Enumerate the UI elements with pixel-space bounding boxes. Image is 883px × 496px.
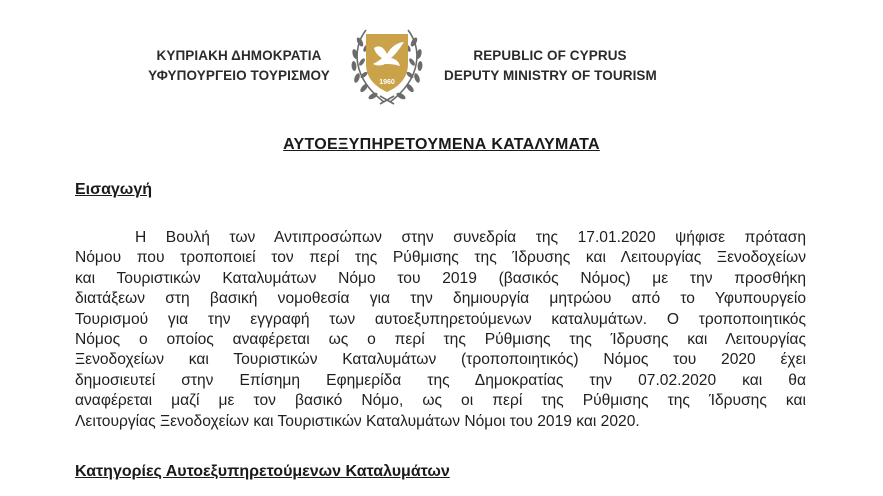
letterhead-english-line-2: DEPUTY MINISTRY OF TOURISM xyxy=(444,68,657,83)
categories-heading: Κατηγορίες Αυτοεξυπηρετούμενων Καταλυμάτων xyxy=(75,463,450,480)
cyprus-coat-of-arms-icon xyxy=(344,18,430,110)
intro-paragraph xyxy=(75,228,806,432)
letterhead-greek-line-2: ΥΦΥΠΟΥΡΓΕΙΟ ΤΟΥΡΙΣΜΟΥ xyxy=(148,68,330,83)
paragraph-line: διατάξεων στη βασική νομοθεσία για την δημιουργία μητρώου από το Υφυπουργείο xyxy=(75,290,806,308)
letterhead-greek-line-1: ΚΥΠΡΙΑΚΗ ΔΗΜΟΚΡΑΤΙΑ xyxy=(156,48,322,63)
paragraph-line: Η Βουλή των Αντιπροσώπων στην συνεδρία της 17.01.2020 ψήφισε πρόταση xyxy=(135,229,806,246)
paragraph-line: Τουρισμού για την εγγραφή των αυτοεξυπηρετούμενων καταλυμάτων. Ο τροποποιητικός xyxy=(75,310,806,328)
paragraph-line: Νόμος ο οποίος αναφέρεται ως ο περί της Ρύθμισης της Ίδρυσης και Λειτουργίας xyxy=(75,330,806,348)
letterhead-english xyxy=(444,46,656,86)
paragraph-line: Νόμου που τροποποιεί τον περί της Ρύθμισης της Ίδρυσης και Λειτουργίας Ξενοδοχείων xyxy=(75,249,806,267)
paragraph-line: δημοσιευτεί στην Επίσημη Εφημερίδα της Δημοκρατίας την 07.02.2020 και θα xyxy=(75,371,806,389)
emblem-svg xyxy=(344,18,430,110)
paragraph-line: αναφέρεται μαζί με τον βασικό Νόμο, ως οι περί της Ρύθμισης της Ίδρυσης και xyxy=(75,392,806,410)
paragraph-line: Λειτουργίας Ξενοδοχείων και Τουριστικών Καταλυμάτων Νόμοι του 2019 και 2020. xyxy=(75,412,640,430)
intro-heading: Εισαγωγή xyxy=(75,181,152,198)
paragraph-line: και Τουριστικών Καταλυμάτων Νόμο του 2019 (βασικός Νόμος) με την προσθήκη xyxy=(75,269,806,287)
paragraph-line: Ξενοδοχείων και Τουριστικών Καταλυμάτων (τροποποιητικός) Νόμος του 2020 έχει xyxy=(75,351,806,369)
letterhead-greek xyxy=(146,46,332,86)
letterhead-english-line-1: REPUBLIC OF CYPRUS xyxy=(473,48,627,63)
emblem-year: 1960 xyxy=(379,79,395,86)
document-title: ΑΥΤΟΕΞΥΠΗΡΕΤΟΥΜΕΝΑ ΚΑΤΑΛΥΜΑΤΑ xyxy=(283,136,600,153)
